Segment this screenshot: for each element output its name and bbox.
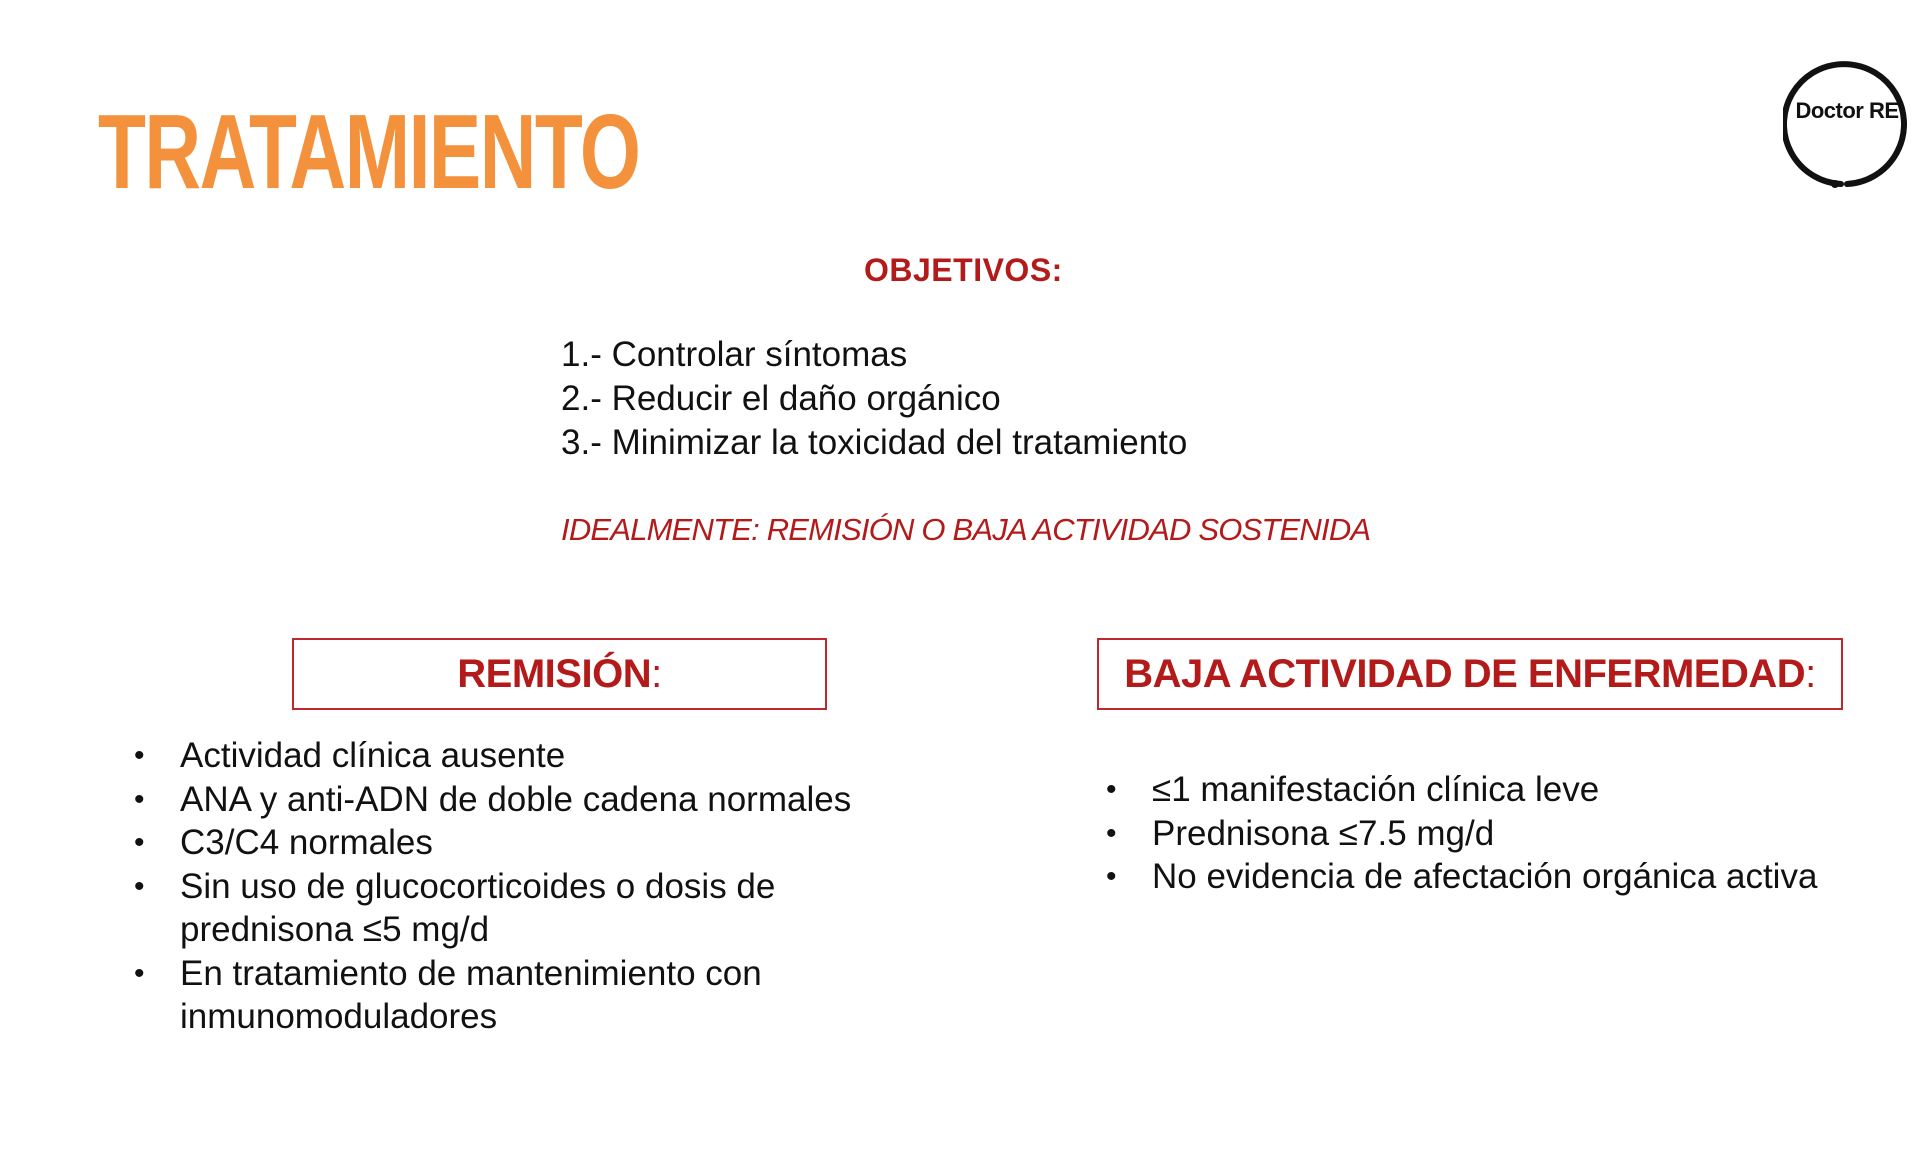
remision-list <box>134 734 994 1039</box>
list-item-text: C3/C4 normales <box>180 823 433 862</box>
list-item-text: En tratamiento de mantenimiento con inmunomoduladores <box>180 953 762 1036</box>
bullet-icon: • <box>134 869 145 903</box>
list-item <box>134 865 900 952</box>
list-item <box>1106 768 1876 812</box>
list-item <box>134 952 900 1039</box>
bullet-icon: • <box>134 782 145 816</box>
remision-heading: REMISIÓN <box>457 651 652 696</box>
objetivos-heading: OBJETIVOS: <box>864 252 1063 288</box>
bullet-icon: • <box>134 739 145 772</box>
ideal-statement: IDEALMENTE: REMISIÓN O BAJA ACTIVIDAD SOSTENIDA <box>561 512 1371 547</box>
objetivo-item: 3.- Minimizar la toxicidad del tratamiento <box>561 423 1188 462</box>
remision-heading-box <box>292 638 827 710</box>
list-item-text: Prednisona ≤7.5 mg/d <box>1152 813 1495 853</box>
list-item-text: No evidencia de afectación orgánica activa <box>1152 857 1818 896</box>
list-item-text: Actividad clínica ausente <box>180 736 566 775</box>
list-item <box>134 821 994 865</box>
slide-title: TRATAMIENTO <box>98 93 640 211</box>
baja-actividad-heading: BAJA ACTIVIDAD DE ENFERMEDAD <box>1124 651 1806 696</box>
baja-actividad-colon: : <box>1805 651 1816 696</box>
bullet-icon: • <box>1106 860 1117 893</box>
list-item <box>134 734 994 778</box>
bullet-icon: • <box>134 826 145 859</box>
bullet-icon: • <box>1106 773 1117 806</box>
baja-actividad-list <box>1106 768 1876 899</box>
logo-text: Doctor RE <box>1795 98 1899 123</box>
objetivo-item: 2.- Reducir el daño orgánico <box>561 379 1001 418</box>
list-item <box>134 778 994 822</box>
objetivo-item: 1.- Controlar síntomas <box>561 335 908 374</box>
baja-actividad-heading-box <box>1097 638 1843 710</box>
logo-ring-icon <box>1783 60 1911 190</box>
bullet-icon: • <box>134 956 145 990</box>
objetivos-list <box>561 333 1187 465</box>
doctor-re-logo <box>1783 60 1911 190</box>
remision-colon: : <box>651 651 662 696</box>
bullet-icon: • <box>1106 816 1117 850</box>
list-item <box>1106 855 1872 899</box>
list-item-text: ANA y anti-ADN de doble cadena normales <box>180 779 852 819</box>
list-item-text: ≤1 manifestación clínica leve <box>1152 770 1600 809</box>
list-item-text: Sin uso de glucocorticoides o dosis de prednisona ≤5 mg/d <box>180 866 776 949</box>
list-item <box>1106 812 1876 856</box>
